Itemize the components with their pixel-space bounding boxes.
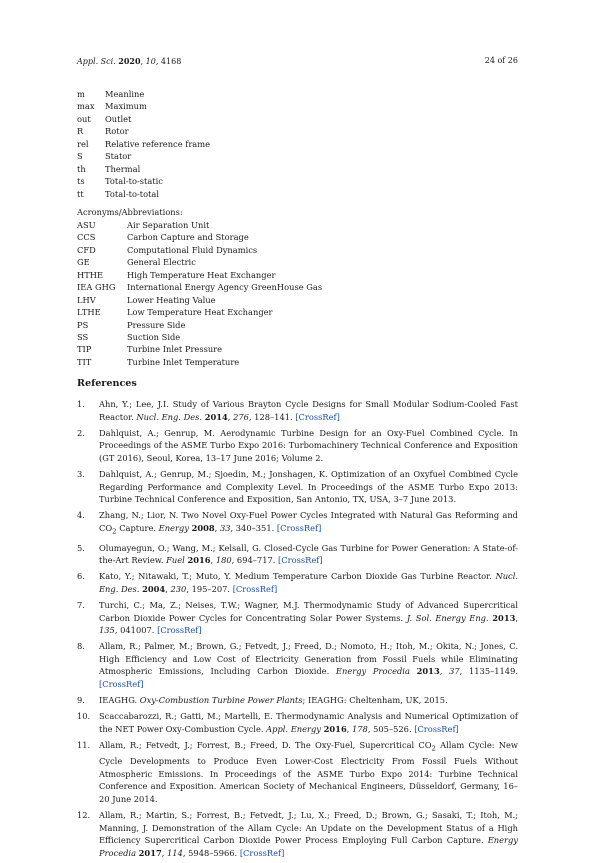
reference-segment: Kato, Y.; Nitawaki, T.; Muto, Y. Medium Temperature Carbon Dioxide Gas Turbine Reactor.: [99, 571, 496, 582]
publication-year: 2017: [138, 847, 162, 858]
reference-number: 6.: [77, 571, 85, 582]
abbreviation: max: [77, 101, 95, 112]
reference-number: 9.: [77, 695, 85, 706]
abbreviation: S: [77, 151, 83, 162]
subscript: 2: [431, 744, 436, 753]
abbreviation-description: Thermal: [105, 163, 141, 174]
journal-title: Appl. Energy: [266, 723, 321, 734]
reference-number: 3.: [77, 468, 85, 479]
reference-segment: ,: [515, 612, 519, 623]
abbreviation-description: Maximum: [105, 101, 147, 112]
reference-number: 1.: [77, 399, 85, 409]
abbreviation: ASU: [77, 220, 96, 230]
crossref-link[interactable]: [CrossRef]: [232, 583, 278, 594]
reference-text: [99, 640, 518, 690]
acronym-row: [77, 231, 322, 243]
page-header: [77, 56, 518, 66]
reference-segment: , 5948–5966.: [182, 847, 240, 858]
reference-item: [77, 640, 518, 690]
reference-segment: , 041007.: [114, 625, 158, 636]
acronym-row: [77, 281, 322, 293]
reference-item: [77, 809, 518, 859]
reference-segment: Allam, R.; Martin, S.; Forrest, B.; Fetvedt, J.; Lu, X.; Freed, D.; Brown, G.; Sasaki, T.; Itoh, M.; Manning, J. Demonstration of the Allam Cycle: An Update on the Development Status of a High Efficiency Supercritical Carbon Dioxide Power Process Employing Full Carbon Capture.: [99, 810, 518, 846]
abbreviation-description: International Energy Agency GreenHouse Gas: [127, 282, 323, 293]
reference-number: 5.: [77, 542, 85, 553]
acronym-row: [77, 306, 322, 318]
reference-item: [77, 468, 518, 506]
acronym-row: [77, 244, 322, 256]
journal-title: 178: [352, 723, 368, 734]
reference-segment: [410, 666, 417, 676]
journal-title: Nucl. Eng. Des.: [136, 411, 203, 422]
journal-title: Energy Procedia: [335, 666, 410, 677]
reference-segment: ,: [165, 583, 171, 594]
abbreviation: CFD: [77, 244, 96, 255]
journal-title: 37: [449, 666, 460, 677]
reference-segment: ; IEAGHG: Cheltenham, UK, 2015.: [302, 695, 448, 706]
symbol-row: [77, 88, 210, 100]
page-number: 24 of 26: [484, 56, 518, 65]
reference-number: 2.: [77, 427, 85, 438]
abbreviation: HTHE: [77, 269, 104, 280]
abbreviation-description: Outlet: [105, 113, 132, 124]
reference-item: [77, 398, 518, 423]
journal-volume: 10: [145, 57, 156, 66]
reference-segment: Allam Cycle: New Cycle Developments to Produce Even Lower-Cost Electricity From Fossil Fuels Without Atmospheric Emissions. In Proceedings of the ASME Turbo Expo 2014: Turbine Technical Conference and Exposition. American Society of Mechanical Engineers, Düsseldorf, Germany, 16–20 June 2014.: [99, 739, 518, 804]
journal-title: 33: [219, 522, 231, 533]
acronym-row: [77, 294, 322, 306]
reference-segment: , 340–351.: [230, 522, 277, 533]
reference-text: [99, 570, 518, 595]
abbreviation-description: Relative reference frame: [105, 138, 211, 149]
reference-item: [77, 739, 518, 806]
symbol-row: [77, 175, 210, 187]
reference-item: [77, 427, 518, 465]
abbreviation: tt: [77, 188, 84, 199]
abbreviation-description: Turbine Inlet Temperature: [127, 356, 240, 367]
crossref-link[interactable]: [CrossRef]: [414, 723, 459, 734]
acronym-row: [77, 356, 322, 368]
reference-segment: Allam, R.; Palmer, M.; Brown, G.; Fetvedt, J.; Freed, D.; Nomoto, H.; Itoh, M.; Okita, N.; Jones, C. High Efficiency and Low Cost of Electricity Generation from Fossil Fuels while Eliminating Atmospheric Emissions, Including Carbon Dioxide.: [99, 641, 518, 677]
symbol-row: [77, 138, 210, 150]
abbreviation-description: Pressure Side: [127, 319, 186, 330]
reference-text: [99, 710, 518, 735]
reference-segment: ,: [439, 666, 450, 677]
publication-year: 2013: [492, 612, 516, 623]
reference-segment: , 128–141.: [248, 411, 296, 422]
reference-number: 7.: [77, 599, 85, 610]
abbreviation-description: Low Temperature Heat Exchanger: [127, 307, 273, 318]
reference-text: [99, 468, 518, 506]
journal-title: Nucl. Eng. Des.: [99, 571, 518, 594]
abbreviation: TIP: [77, 344, 92, 355]
abbreviation: TIT: [77, 356, 92, 367]
publication-year: 2016: [187, 555, 211, 566]
acronym-row: [77, 331, 322, 343]
crossref-link[interactable]: [CrossRef]: [278, 555, 323, 566]
reference-number: 11.: [77, 739, 91, 750]
reference-segment: ,: [227, 411, 234, 422]
reference-segment: IEAGHG.: [99, 695, 140, 706]
abbreviation: ts: [77, 176, 85, 187]
journal-title: 230: [170, 583, 187, 594]
abbreviation: rel: [77, 138, 89, 149]
symbol-row: [77, 150, 210, 162]
journal-title: Energy: [158, 522, 189, 533]
publication-year: 2014: [204, 411, 228, 422]
reference-number: 12.: [77, 810, 91, 821]
reference-segment: ,: [161, 847, 168, 858]
publication-year: 2016: [323, 723, 347, 734]
publication-year: 2004: [142, 583, 166, 594]
reference-item: [77, 509, 518, 538]
symbol-row: [77, 100, 210, 112]
acronyms-list: [77, 219, 322, 368]
journal-title: Oxy-Combustion Turbine Power Plants: [139, 695, 303, 706]
reference-number: 8.: [77, 641, 85, 652]
subscript: 2: [112, 527, 117, 536]
reference-segment: ,: [210, 555, 216, 566]
abbreviation-description: Computational Fluid Dynamics: [127, 244, 258, 255]
symbol-row: [77, 163, 210, 175]
acronym-row: [77, 219, 322, 231]
journal-title: 135: [99, 625, 115, 636]
reference-segment: Allam, R.; Fetvedt, J.; Forrest, B.; Freed, D. The Oxy-Fuel, Supercritical CO: [99, 739, 432, 750]
acronym-row: [77, 269, 322, 281]
reference-text: [99, 542, 518, 567]
abbreviation-description: Rotor: [105, 126, 129, 137]
reference-item: [77, 694, 518, 707]
abbreviation: SS: [77, 331, 89, 342]
reference-segment: Olumayegun, O.; Wang, M.; Kelsall, G. Closed-Cycle Gas Turbine for Power Generation: A State-of-the-Art Review.: [99, 542, 518, 566]
abbreviation-description: Total-to-total: [105, 188, 160, 199]
crossref-link[interactable]: [CrossRef]: [157, 625, 202, 636]
reference-item: [77, 570, 518, 595]
symbol-row: [77, 188, 210, 200]
reference-item: [77, 599, 518, 637]
journal-article: 4168: [160, 57, 182, 66]
reference-text: [99, 694, 518, 707]
reference-segment: ,: [346, 723, 352, 734]
reference-segment: Zhang, N.; Lior, N. Two Novel Oxy-Fuel Power Cycles Integrated with Natural Gas Reforming and CO: [99, 510, 518, 533]
reference-segment: ,: [214, 522, 220, 533]
reference-segment: Capture.: [116, 522, 159, 533]
reference-segment: Dahlquist, A.; Genrup, M.; Sjoedin, M.; Jonshagen, K. Optimization of an Oxyfuel Combined Cycle Regarding Performance and Complexity Level. In Proceedings of the ASME Turbo Expo 2013: Turbine Technical Conference and Exposition, San Antonio, TX, USA, 3–7 June 2013.: [99, 468, 518, 505]
reference-segment: , 694–717.: [231, 555, 279, 566]
abbreviation: LTHE: [77, 307, 101, 318]
crossref-link[interactable]: [CrossRef]: [295, 411, 340, 422]
journal-title: Fuel: [166, 555, 185, 566]
references-list: [77, 398, 518, 863]
abbreviation: m: [77, 89, 85, 99]
abbreviation-description: Turbine Inlet Pressure: [127, 344, 223, 355]
symbol-row: [77, 125, 210, 137]
acronym-row: [77, 256, 322, 268]
publication-year: 2008: [191, 522, 215, 533]
journal-year: 2020: [118, 56, 141, 66]
abbreviation-description: Total-to-static: [105, 176, 163, 187]
abbreviation: PS: [77, 319, 89, 330]
reference-text: [99, 599, 518, 637]
acronym-row: [77, 343, 322, 355]
publication-year: 2013: [416, 666, 440, 677]
abbreviation: th: [77, 163, 86, 174]
abbreviation: LHV: [77, 294, 96, 305]
reference-segment: Turchi, C.; Ma, Z.; Neises, T.W.; Wagner, M.J. Thermodynamic Study of Advanced Supercritical Carbon Dioxide Power Cycles for Concentrating Solar Power Systems.: [99, 599, 518, 623]
reference-segment: , 195–207.: [186, 583, 233, 594]
crossref-link[interactable]: [CrossRef]: [239, 847, 285, 858]
abbreviation: R: [77, 126, 84, 137]
symbols-list: [77, 88, 210, 200]
abbreviation-description: Air Separation Unit: [127, 220, 210, 230]
journal-name: Appl. Sci.: [77, 57, 116, 66]
references-title: References: [77, 378, 137, 389]
journal-title: J. Sol. Energy Eng.: [406, 612, 489, 623]
crossref-link[interactable]: [CrossRef]: [276, 522, 322, 533]
crossref-link[interactable]: [CrossRef]: [99, 679, 144, 690]
reference-text: [99, 739, 518, 806]
journal-title: 114: [167, 847, 183, 858]
abbreviation-description: Meanline: [105, 89, 145, 99]
acronym-row: [77, 319, 322, 331]
abbreviation-description: High Temperature Heat Exchanger: [127, 269, 276, 280]
reference-text: [99, 809, 518, 859]
abbreviation-description: Stator: [105, 151, 132, 162]
reference-item: [77, 542, 518, 567]
symbol-row: [77, 113, 210, 125]
reference-number: 4.: [77, 510, 85, 521]
abbreviation-description: Suction Side: [127, 331, 181, 342]
reference-item: [77, 710, 518, 735]
abbreviation-description: Carbon Capture and Storage: [127, 232, 249, 243]
abbreviation-description: General Electric: [127, 257, 196, 268]
journal-title: 276: [233, 411, 249, 422]
journal-citation: Appl. Sci. 2020, 10, 4168: [77, 56, 182, 66]
reference-segment: , 505–526.: [367, 723, 415, 734]
reference-segment: Scaccabarozzi, R.; Gatti, M.; Martelli, E. Thermodynamic Analysis and Numerical Optimization of the NET Power Oxy-Combustion Cycle.: [99, 711, 518, 734]
journal-title: Energy Procedia: [99, 835, 518, 858]
reference-segment: Dahlquist, A.; Genrup, M. Aerodynamic Turbine Design for an Oxy-Fuel Combined Cycle. In Proceedings of the ASME Turbo Expo 2016: Turbomachinery Technical Conference and Exposition (GT 2016), Seoul, Korea, 13–17 June 2016; Volume 2.: [99, 427, 518, 463]
reference-text: [99, 509, 518, 538]
acronyms-title: Acronyms/Abbreviations:: [77, 207, 183, 217]
reference-segment: Ahn, Y.; Lee, J.I. Study of Various Brayton Cycle Designs for Small Modular Sodium-Cooled Fast Reactor.: [99, 399, 518, 422]
journal-title: 180: [215, 555, 232, 566]
abbreviation: out: [77, 113, 91, 124]
reference-text: [99, 427, 518, 465]
abbreviation: IEA GHG: [77, 282, 116, 293]
reference-number: 10.: [77, 711, 91, 722]
abbreviation: CCS: [77, 232, 96, 243]
abbreviation-description: Lower Heating Value: [127, 294, 216, 305]
reference-text: [99, 398, 518, 423]
reference-segment: , 1135–1149.: [459, 666, 518, 677]
abbreviation: GE: [77, 257, 90, 268]
